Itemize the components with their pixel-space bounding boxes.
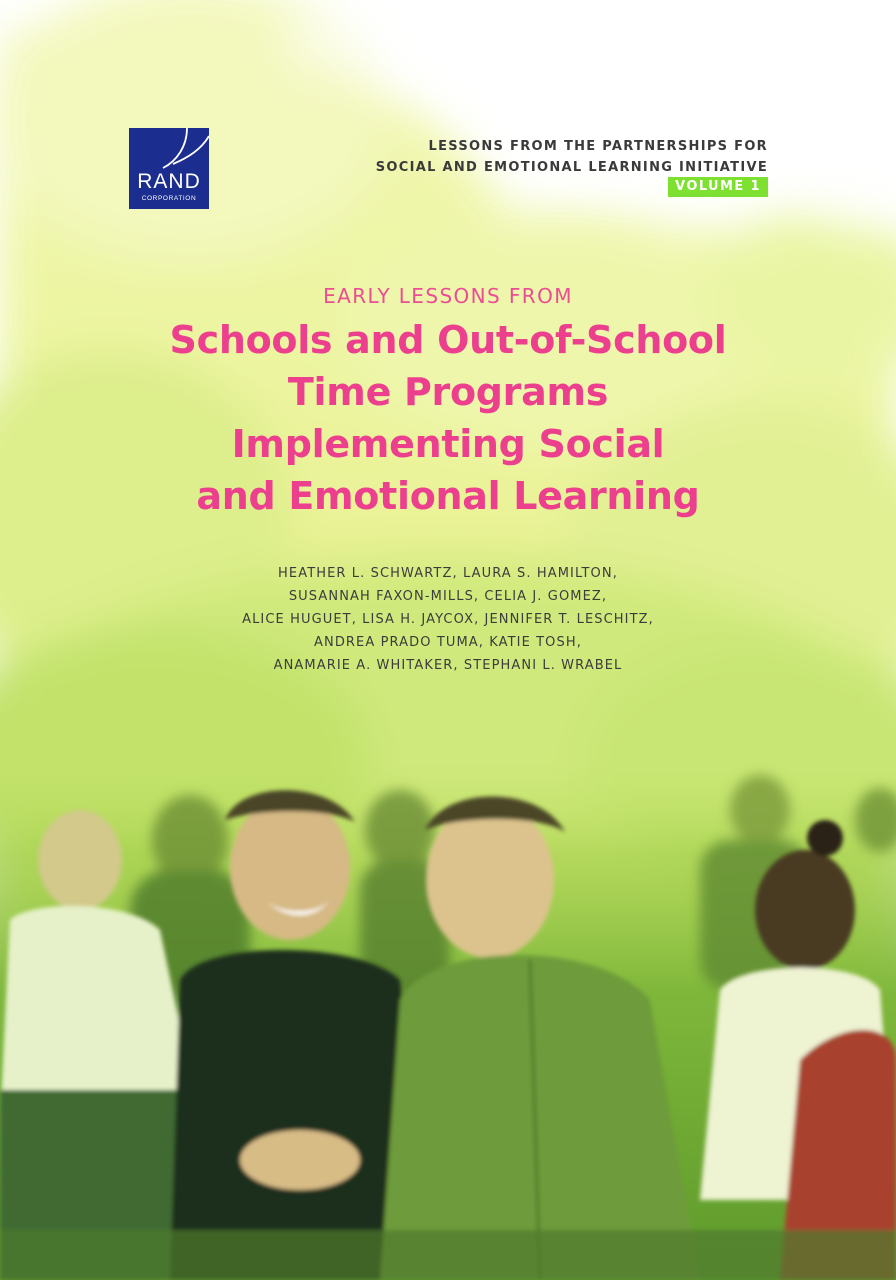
rand-logo-subtitle: CORPORATION <box>141 195 197 202</box>
author-line-1: HEATHER L. SCHWARTZ, LAURA S. HAMILTON, <box>278 566 618 581</box>
rand-logo-wordmark: RAND <box>137 170 201 193</box>
report-title <box>0 314 896 522</box>
children-seated-photo-icon <box>0 760 896 1280</box>
series-title-line-2: SOCIAL AND EMOTIONAL LEARNING INITIATIVE <box>375 160 768 175</box>
author-list <box>0 562 896 677</box>
rand-logo <box>129 128 209 209</box>
series-title <box>376 136 768 178</box>
report-title-line-4: and Emotional Learning <box>196 474 700 518</box>
author-line-2: SUSANNAH FAXON-MILLS, CELIA J. GOMEZ, <box>288 589 608 604</box>
author-line-4: ANDREA PRADO TUMA, KATIE TOSH, <box>314 635 582 650</box>
volume-badge: VOLUME 1 <box>668 177 768 197</box>
author-line-3: ALICE HUGUET, LISA H. JAYCOX, JENNIFER T. LESCHITZ, <box>242 612 654 627</box>
report-title-line-3: Implementing Social <box>231 422 665 466</box>
report-title-line-2: Time Programs <box>287 370 609 414</box>
report-title-line-1: Schools and Out-of-School <box>169 318 727 362</box>
report-kicker: EARLY LESSONS FROM <box>323 284 573 308</box>
series-title-line-1: LESSONS FROM THE PARTNERSHIPS FOR <box>428 139 768 154</box>
author-line-5: ANAMARIE A. WHITAKER, STEPHANI L. WRABEL <box>273 658 623 673</box>
